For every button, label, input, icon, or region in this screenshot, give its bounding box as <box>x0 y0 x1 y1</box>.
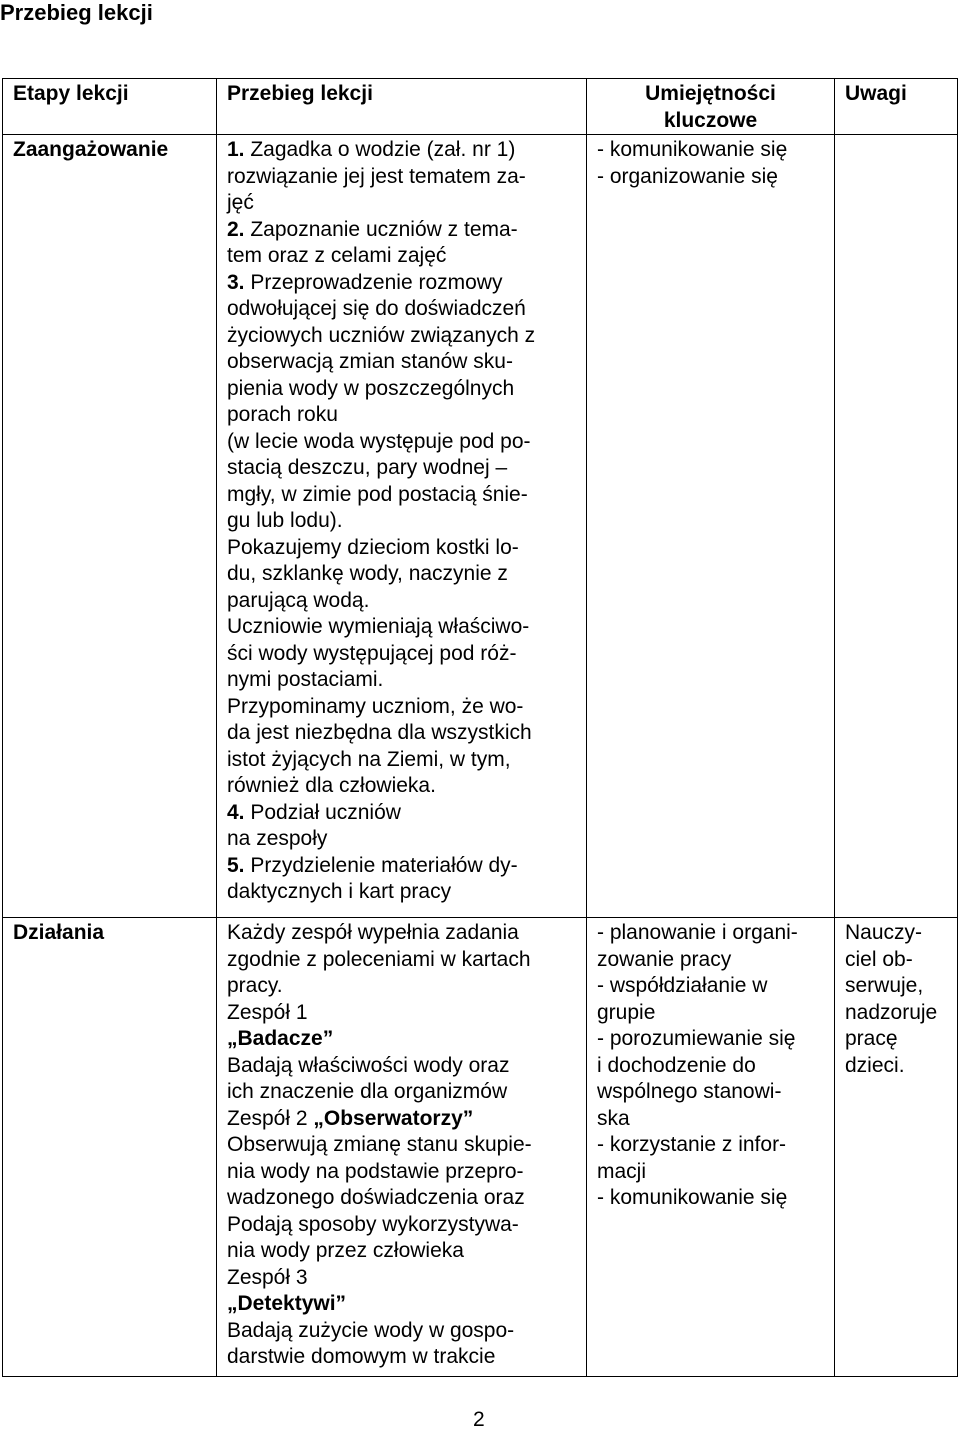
step-text: ich znaczenie dla organizmów <box>227 1080 508 1103</box>
step-text: du, szklankę wody, naczynie z <box>227 562 508 585</box>
skill-line: - porozumiewanie się <box>597 1027 796 1050</box>
step-text: nia wody na podstawie przepro- <box>227 1159 524 1183</box>
course-line <box>227 826 576 853</box>
lesson-table <box>2 78 958 1377</box>
course-cell <box>217 918 587 1377</box>
team-name: „Badacze” <box>227 1027 334 1050</box>
course-line <box>227 1212 576 1239</box>
page-heading: Przebieg lekcji <box>0 0 153 25</box>
skill-line: - współdziałanie w <box>597 974 768 997</box>
step-text: Podają sposoby wykorzystywa- <box>227 1212 519 1236</box>
step-number: 4. <box>227 800 245 824</box>
step-text: Badają właściwości wody oraz <box>227 1053 510 1077</box>
course-line <box>227 137 576 164</box>
course-line <box>227 1159 576 1186</box>
course-line <box>227 588 576 615</box>
course-line <box>227 1026 576 1053</box>
course-line <box>227 190 576 217</box>
step-text: mgły, w zimie pod postacią śnie- <box>227 482 528 506</box>
column-header-stage: Etapy lekcji <box>3 79 217 135</box>
skill-line: zowanie pracy <box>597 947 732 971</box>
step-text: daktycznych i kart pracy <box>227 880 452 903</box>
course-line <box>227 376 576 403</box>
step-text: Zespół 3 <box>227 1265 308 1289</box>
step-text: da jest niezbędna dla wszystkich <box>227 721 532 744</box>
step-text: obserwacją zmian stanów sku- <box>227 350 513 373</box>
course-line <box>227 429 576 456</box>
step-text: pracy. <box>227 974 283 997</box>
course-line <box>227 1344 576 1371</box>
step-number: 2. <box>227 217 245 241</box>
course-line <box>227 1265 576 1292</box>
course-line <box>227 508 576 535</box>
course-line <box>227 773 576 800</box>
table-row-activities <box>3 918 958 1377</box>
course-line <box>227 1291 576 1318</box>
course-line <box>227 973 576 1000</box>
note-line: dzieci. <box>845 1053 905 1077</box>
course-line <box>227 853 576 880</box>
step-text: rozwiązanie jej jest tematem za- <box>227 164 526 188</box>
course-cell <box>217 135 587 918</box>
course-line <box>227 879 576 906</box>
note-line: pracę <box>845 1027 898 1050</box>
skill-line: - planowanie i organi- <box>597 921 798 944</box>
course-line <box>227 614 576 641</box>
step-text: istot żyjących na Ziemi, w tym, <box>227 747 511 771</box>
course-line <box>227 402 576 429</box>
course-line <box>227 1318 576 1345</box>
step-text: Podział uczniów <box>250 800 401 824</box>
course-line <box>227 1000 576 1027</box>
course-line <box>227 1079 576 1106</box>
skill-line: macji <box>597 1159 647 1183</box>
page-number: 2 <box>473 1408 485 1431</box>
course-line <box>227 800 576 827</box>
course-line <box>227 270 576 297</box>
step-number: 3. <box>227 270 245 294</box>
step-text: pienia wody w poszczególnych <box>227 376 515 400</box>
course-line <box>227 296 576 323</box>
notes-cell <box>835 918 958 1377</box>
stage-cell: Zaangażowanie <box>3 135 217 918</box>
team-name: „Detektywi” <box>227 1292 347 1315</box>
step-text: ści wody występującej pod róż- <box>227 641 517 665</box>
skill-line: grupie <box>597 1000 656 1024</box>
step-text: Przydzielenie materiałów dy- <box>250 853 518 877</box>
column-header-skills: Umiejętności kluczowe <box>587 79 835 135</box>
skills-cell <box>587 918 835 1377</box>
course-line <box>227 1053 576 1080</box>
step-text: stacią deszczu, pary wodnej – <box>227 456 508 479</box>
course-line <box>227 217 576 244</box>
step-text: Zespół 1 <box>227 1000 308 1024</box>
course-line <box>227 349 576 376</box>
step-text: jęć <box>227 191 254 214</box>
column-header-course: Przebieg lekcji <box>217 79 587 135</box>
skill-line: i dochodzenie do <box>597 1053 756 1077</box>
skill-line: - organizowanie się <box>597 164 778 188</box>
step-text: Zapoznanie uczniów z tema- <box>250 217 518 241</box>
note-line: nadzoruje <box>845 1000 938 1024</box>
step-text: Zagadka o wodzie (zał. nr 1) <box>250 138 516 161</box>
skills-cell <box>587 135 835 918</box>
step-text: życiowych uczniów związanych z <box>227 323 536 347</box>
course-line <box>227 1106 576 1133</box>
skill-line: wspólnego stanowi- <box>597 1080 782 1103</box>
note-line: serwuje, <box>845 974 924 997</box>
step-text: Każdy zespół wypełnia zadania <box>227 921 519 944</box>
skill-line: ska <box>597 1106 630 1130</box>
step-text: odwołującej się do doświadczeń <box>227 297 526 320</box>
note-line: Nauczy- <box>845 921 923 944</box>
table-row-engagement <box>3 135 958 918</box>
course-line <box>227 920 576 947</box>
step-text: Przeprowadzenie rozmowy <box>250 270 503 294</box>
step-number: 5. <box>227 853 245 877</box>
skill-line: - korzystanie z infor- <box>597 1133 787 1156</box>
skill-line: - komunikowanie się <box>597 1186 788 1209</box>
course-line <box>227 535 576 562</box>
step-text: na zespoły <box>227 827 328 850</box>
course-line <box>227 947 576 974</box>
table-header-row <box>3 79 958 135</box>
course-line <box>227 482 576 509</box>
notes-cell <box>835 135 958 918</box>
step-text: wadzonego doświadczenia oraz <box>227 1186 525 1209</box>
column-header-notes: Uwagi <box>835 79 958 135</box>
step-text: Badają zużycie wody w gospo- <box>227 1318 515 1342</box>
stage-cell: Działania <box>3 918 217 1377</box>
step-text: tem oraz z celami zajęć <box>227 244 447 267</box>
step-text: porach roku <box>227 403 338 426</box>
step-text: Zespół 2 <box>227 1106 314 1130</box>
note-line: ciel ob- <box>845 947 913 971</box>
course-line <box>227 747 576 774</box>
course-line <box>227 720 576 747</box>
course-line <box>227 455 576 482</box>
course-line <box>227 641 576 668</box>
step-text: Uczniowie wymieniają właściwo- <box>227 615 530 638</box>
course-line <box>227 1132 576 1159</box>
step-text: (w lecie woda występuje pod po- <box>227 429 531 453</box>
course-line <box>227 164 576 191</box>
step-text: zgodnie z poleceniami w kartach <box>227 947 531 971</box>
step-text: nia wody przez człowieka <box>227 1239 464 1262</box>
course-line <box>227 561 576 588</box>
course-line <box>227 323 576 350</box>
step-text: darstwie domowym w trakcie <box>227 1345 496 1368</box>
step-text: gu lub lodu). <box>227 509 343 532</box>
course-line <box>227 1185 576 1212</box>
step-text: Pokazujemy dzieciom kostki lo- <box>227 535 519 559</box>
step-text: Przypominamy uczniom, że wo- <box>227 694 524 718</box>
step-text: parującą wodą. <box>227 588 370 612</box>
step-text: Obserwują zmianę stanu skupie- <box>227 1133 532 1156</box>
course-line <box>227 694 576 721</box>
course-line <box>227 667 576 694</box>
step-text: nymi postaciami. <box>227 668 384 691</box>
course-line <box>227 1238 576 1265</box>
skill-line: - komunikowanie się <box>597 138 788 161</box>
step-number: 1. <box>227 138 245 161</box>
step-text: również dla człowieka. <box>227 774 436 797</box>
course-line <box>227 243 576 270</box>
team-name: „Obserwatorzy” <box>313 1106 474 1130</box>
